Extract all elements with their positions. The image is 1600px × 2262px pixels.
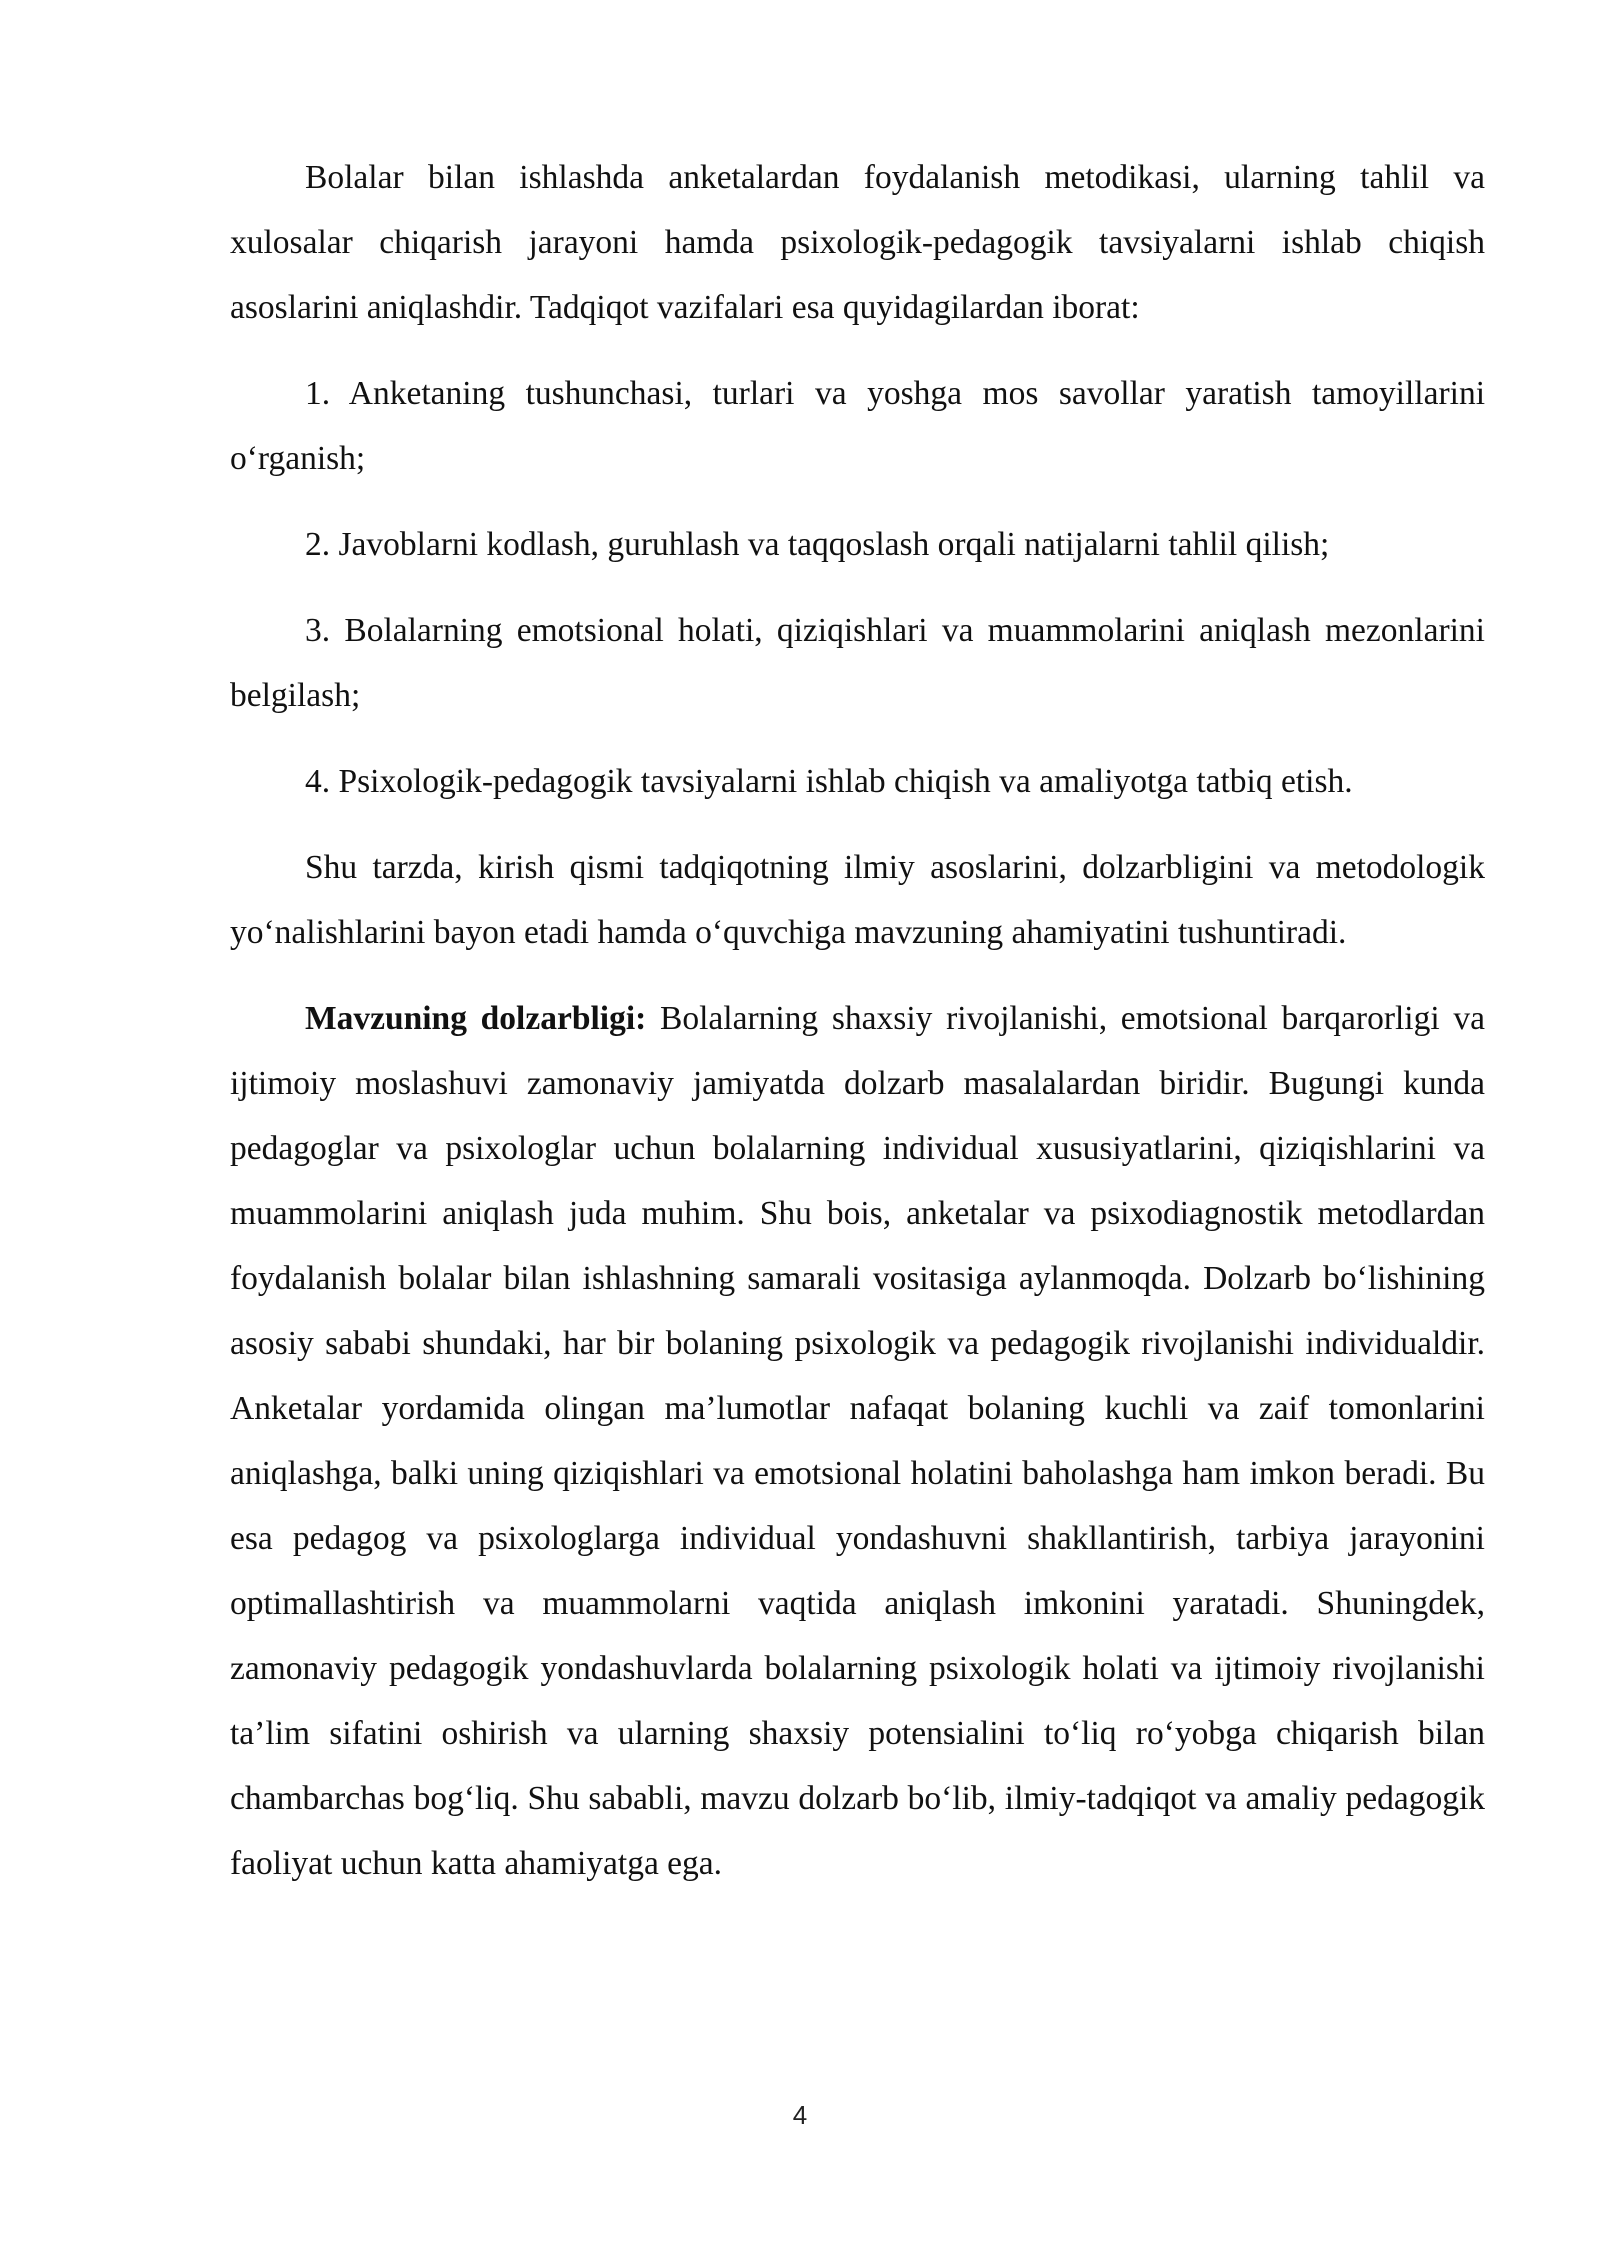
task-item-3: 3. Bolalarning emotsional holati, qiziqishlari va muammolarini aniqlash mezonlarini belgilash; (230, 612, 1485, 714)
spacer (230, 577, 1485, 598)
spacer (230, 965, 1485, 986)
task-item-1: 1. Anketaning tushunchasi, turlari va yoshga mos savollar yaratish tamoyillarini o‘rganish; (230, 375, 1485, 477)
spacer (230, 340, 1485, 361)
summary-paragraph: Shu tarzda, kirish qismi tadqiqotning ilmiy asoslarini, dolzarbligini va metodologik yo‘nalishlarini bayon etadi hamda o‘quvchiga mavzuning ahamiyatini tushuntiradi. (230, 849, 1485, 951)
document-page-body (230, 145, 1485, 1896)
spacer (230, 728, 1485, 749)
task-item-2: 2. Javoblarni kodlash, guruhlash va taqqoslash orqali natijalarni tahlil qilish; (305, 526, 1330, 563)
relevance-text: Bolalarning shaxsiy rivojlanishi, emotsional barqarorligi va ijtimoiy moslashuvi zamonaviy jamiyatda dolzarb masalalardan biridir. Bugungi kunda pedagoglar va psixologlar uchun bolalarning individual xususiyatlarini, qiziqishlarini va muammolarini aniqlash juda muhim. Shu bois, anketalar va psixodiagnostik metodlardan foydalanish bolalar bilan ishlashning samarali vositasiga aylanmoqda. Dolzarb bo‘lishining asosiy sababi shundaki, har bir bolaning psixologik va pedagogik rivojlanishi individualdir. Anketalar yordamida olingan ma’lumotlar nafaqat bolaning kuchli va zaif tomonlarini aniqlashga, balki uning qiziqishlari va emotsional holatini baholashga ham imkon beradi. Bu esa pedagog va psixologlarga individual yondashuvni shakllantirish, tarbiya jarayonini optimallashtirish va muammolarni vaqtida aniqlash imkonini yaratadi. Shuningdek, zamonaviy pedagogik yondashuvlarda bolalarning psixologik holati va ijtimoiy rivojlanishi ta’lim sifatini oshirish va ularning shaxsiy potensialini to‘liq ro‘yobga chiqarish bilan chambarchas bog‘liq. Shu sababli, mavzu dolzarb bo‘lib, ilmiy-tadqiqot va amaliy pedagogik faoliyat uchun katta ahamiyatga ega. (230, 1000, 1485, 1882)
page-number: 4 (792, 2100, 808, 2130)
relevance-paragraph (230, 986, 1485, 1896)
task-item-4: 4. Psixologik-pedagogik tavsiyalarni ishlab chiqish va amaliyotga tatbiq etish. (305, 763, 1353, 800)
relevance-heading: Mavzuning dolzarbligi: (305, 1000, 647, 1037)
intro-paragraph: Bolalar bilan ishlashda anketalardan foydalanish metodikasi, ularning tahlil va xulosalar chiqarish jarayoni hamda psixologik-pedagogik tavsiyalarni ishlab chiqish asoslarini aniqlashdir. Tadqiqot vazifalari esa quyidagilardan iborat: (230, 159, 1485, 326)
spacer (230, 491, 1485, 512)
spacer (230, 814, 1485, 835)
